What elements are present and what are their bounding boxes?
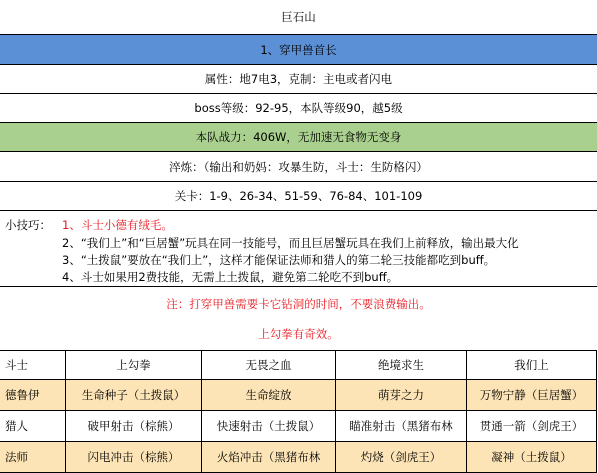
table-header-cell[interactable]: 斗士: [0, 351, 66, 380]
tips-label: 小技巧：: [5, 218, 51, 232]
tip-item: 1、斗士小德有绒毛。: [62, 218, 173, 232]
levels-text: 关卡：1-9、26-34、51-59、76-84、101-109: [174, 189, 423, 203]
table-header-cell[interactable]: 绝境求生: [336, 351, 467, 380]
table-cell[interactable]: 生命绽放: [202, 380, 336, 411]
table-cell[interactable]: 快速射击（土拨鼠）: [202, 411, 336, 442]
table-cell[interactable]: 贯通一箭（剑虎王）: [467, 411, 597, 442]
table-row: [0, 380, 597, 411]
table-cell[interactable]: 破甲射击（棕熊）: [66, 411, 202, 442]
table-header-cell[interactable]: 上勾拳: [66, 351, 202, 380]
table-cell[interactable]: 萌芽之力: [336, 380, 467, 411]
table-cell[interactable]: 灼烧（剑虎王）: [336, 442, 467, 473]
table-header-row: [0, 351, 597, 380]
stage-header-cell[interactable]: [0, 35, 597, 65]
table-row: [0, 411, 597, 442]
title-cell[interactable]: [0, 0, 597, 35]
tips-cell[interactable]: [0, 211, 597, 287]
note-cell[interactable]: [0, 296, 597, 312]
refine-cell[interactable]: [0, 152, 597, 182]
skill-table: [0, 350, 597, 472]
table-header-cell[interactable]: 我们上: [467, 351, 597, 380]
note-text: 上勾拳有奇效。: [258, 327, 339, 341]
note-text: 注：打穿甲兽需要卡它钻洞的时间，不要浪费输出。: [166, 297, 431, 311]
table-cell[interactable]: 闪电冲击（棕熊）: [66, 442, 202, 473]
table-cell[interactable]: 万物宁静（巨居蟹）: [467, 380, 597, 411]
tip-item: 2、“我们上”和“巨居蟹”玩具在同一技能号，而且巨居蟹玩具在我们上前释放，输出最大化: [62, 236, 519, 250]
table-cell[interactable]: 德鲁伊: [0, 380, 66, 411]
table-row: [0, 442, 597, 473]
stage-header: 1、穿甲兽首长: [260, 42, 337, 57]
table-header-cell[interactable]: 无畏之血: [202, 351, 336, 380]
attribute-text: 属性：地7电3，克制：主电或者闪电: [204, 72, 393, 86]
sheet-title: 巨石山: [281, 10, 316, 24]
table-cell[interactable]: 猎人: [0, 411, 66, 442]
refine-text: 淬炼：（输出和奶妈：攻暴生防，斗士：生防格闪）: [169, 159, 428, 174]
team-power-cell[interactable]: [0, 123, 597, 152]
levels-cell[interactable]: [0, 182, 597, 211]
boss-level-cell[interactable]: [0, 94, 597, 123]
team-power-text: 本队战力：406W，无加速无食物无变身: [195, 130, 402, 144]
table-cell[interactable]: 法师: [0, 442, 66, 473]
tip-item: 4、斗士如果用2费技能，无需上土拨鼠，避免第二轮吃不到buff。: [62, 270, 399, 284]
note-cell[interactable]: [0, 326, 597, 342]
boss-level-text: boss等级：92-95，本队等级90，越5级: [194, 101, 403, 115]
table-cell[interactable]: 凝神（土拨鼠）: [467, 442, 597, 473]
table-cell[interactable]: 火焰冲击（黑猪布林: [202, 442, 336, 473]
tip-item: 3、“土拨鼠”要放在“我们上”，这样才能保证法师和猎人的第二轮三技能都吃到buff。: [62, 253, 496, 267]
table-cell[interactable]: 生命种子（土拨鼠）: [66, 380, 202, 411]
table-cell[interactable]: 瞄准射击（黑猪布林: [336, 411, 467, 442]
attribute-cell[interactable]: [0, 65, 597, 94]
